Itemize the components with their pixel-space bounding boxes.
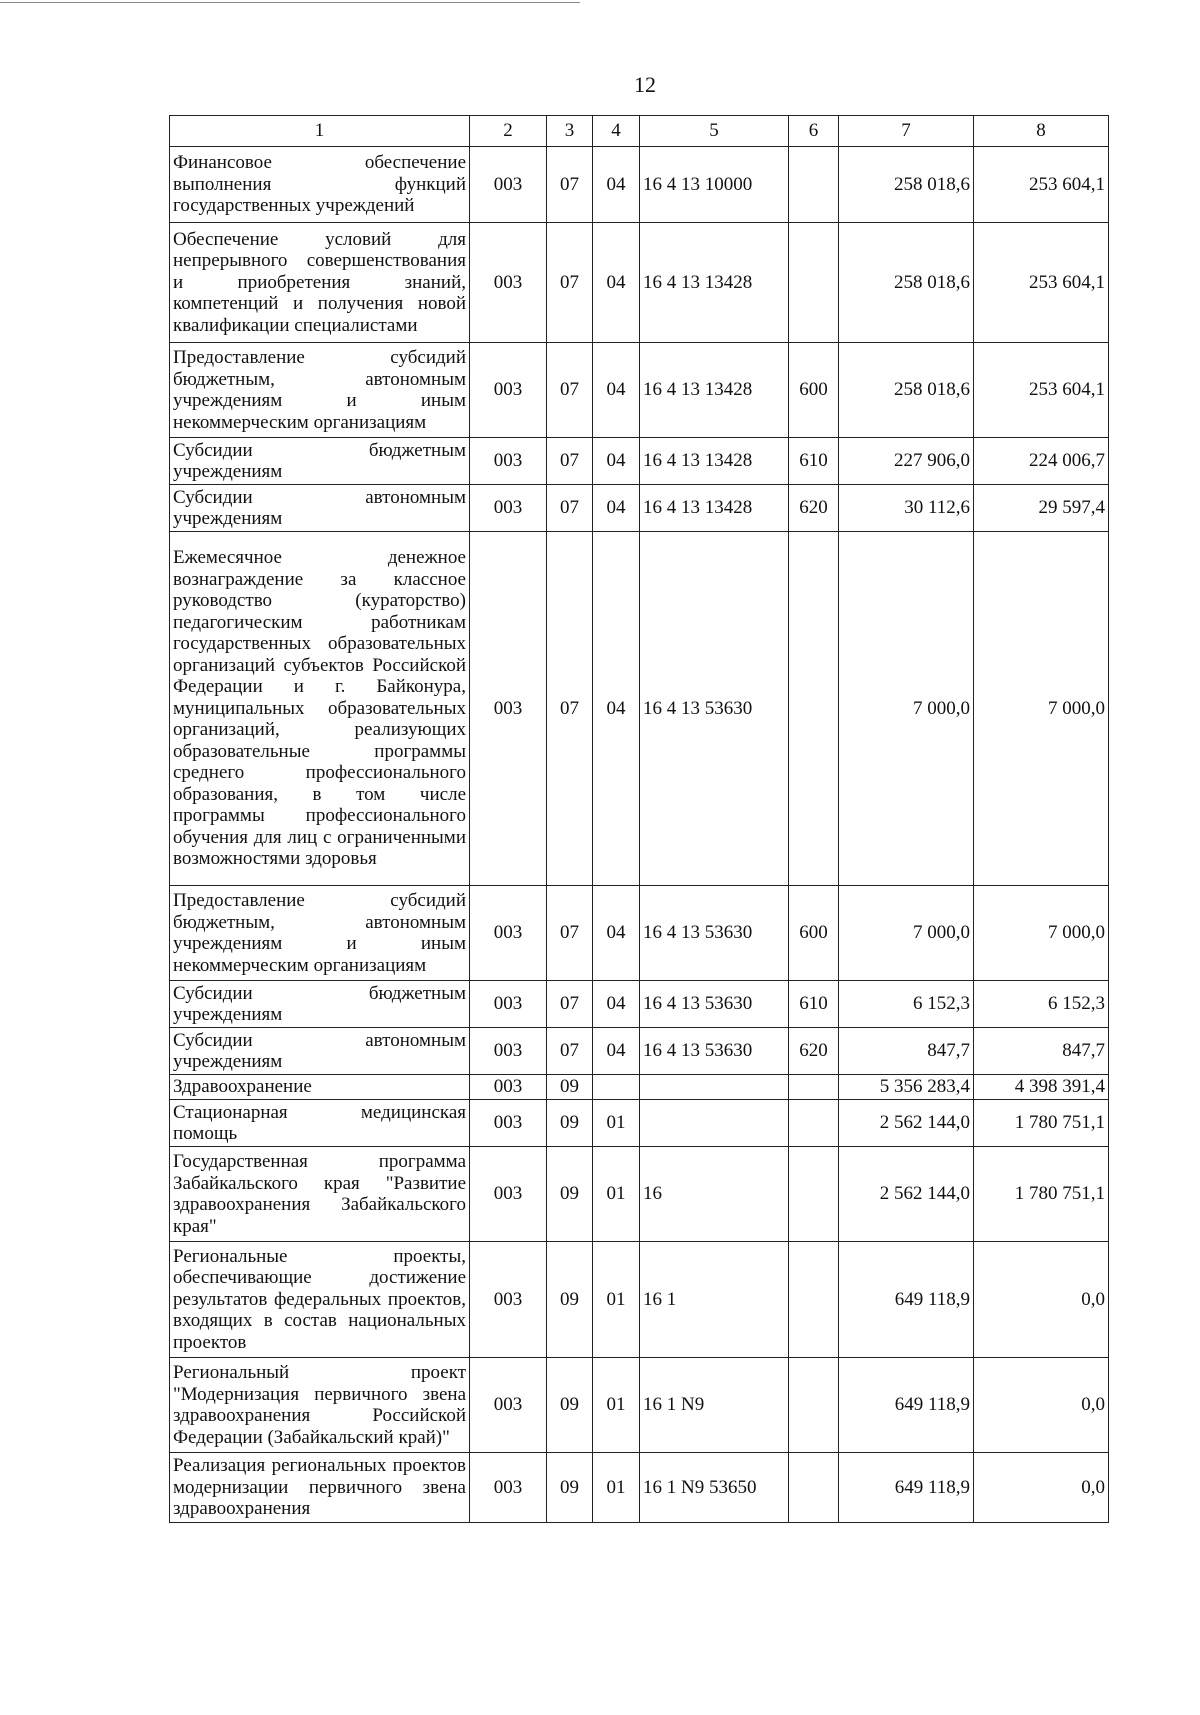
subsection-code-cell: 04 [593, 223, 640, 343]
header-cell-3: 3 [547, 116, 593, 147]
amount-2024-cell: 29 597,4 [974, 485, 1109, 532]
amount-2024-cell: 0,0 [974, 1242, 1109, 1358]
header-cell-7: 7 [839, 116, 974, 147]
admin-code-cell: 003 [470, 1358, 547, 1453]
amount-2024-cell: 6 152,3 [974, 981, 1109, 1028]
admin-code-cell: 003 [470, 1147, 547, 1242]
admin-code-cell: 003 [470, 1075, 547, 1100]
admin-code-cell: 003 [470, 1028, 547, 1075]
section-code-cell: 09 [547, 1147, 593, 1242]
subsection-code-cell: 04 [593, 532, 640, 886]
amount-2024-cell: 7 000,0 [974, 886, 1109, 981]
row-name-cell: Субсидии бюджетным учреждениям [170, 981, 470, 1028]
subsection-code-cell [593, 1075, 640, 1100]
amount-2024-cell: 1 780 751,1 [974, 1100, 1109, 1147]
amount-2024-cell: 224 006,7 [974, 438, 1109, 485]
section-code-cell: 09 [547, 1453, 593, 1523]
admin-code-cell: 003 [470, 532, 547, 886]
subsection-code-cell: 04 [593, 343, 640, 438]
amount-2024-cell: 253 604,1 [974, 343, 1109, 438]
admin-code-cell: 003 [470, 485, 547, 532]
section-code-cell: 07 [547, 981, 593, 1028]
table-row [170, 1075, 1109, 1100]
target-article-cell [640, 1100, 789, 1147]
header-cell-4: 4 [593, 116, 640, 147]
section-code-cell: 07 [547, 438, 593, 485]
target-article-cell [640, 1075, 789, 1100]
table-row [170, 438, 1109, 485]
admin-code-cell: 003 [470, 981, 547, 1028]
expense-type-cell: 600 [789, 886, 839, 981]
subsection-code-cell: 01 [593, 1100, 640, 1147]
amount-2024-cell: 0,0 [974, 1453, 1109, 1523]
table-header-row [170, 116, 1109, 147]
amount-2023-cell: 258 018,6 [839, 147, 974, 223]
section-code-cell: 07 [547, 147, 593, 223]
amount-2024-cell: 1 780 751,1 [974, 1147, 1109, 1242]
amount-2023-cell: 649 118,9 [839, 1453, 974, 1523]
amount-2023-cell: 258 018,6 [839, 223, 974, 343]
row-name-cell: Предоставление субсидий бюджетным, автономным учреждениям и иным некоммерческим организациям [170, 886, 470, 981]
amount-2023-cell: 7 000,0 [839, 886, 974, 981]
subsection-code-cell: 04 [593, 886, 640, 981]
header-cell-5: 5 [640, 116, 789, 147]
amount-2024-cell: 7 000,0 [974, 532, 1109, 886]
table-row [170, 485, 1109, 532]
row-name-cell: Финансовое обеспечение выполнения функций государственных учреждений [170, 147, 470, 223]
admin-code-cell: 003 [470, 1453, 547, 1523]
expense-type-cell [789, 1242, 839, 1358]
table-row [170, 223, 1109, 343]
table-row [170, 532, 1109, 886]
expense-type-cell [789, 147, 839, 223]
expense-type-cell [789, 1075, 839, 1100]
table-row [170, 147, 1109, 223]
row-name-cell: Предоставление субсидий бюджетным, автономным учреждениям и иным некоммерческим организациям [170, 343, 470, 438]
row-name-cell: Здравоохранение [170, 1075, 470, 1100]
target-article-cell: 16 4 13 13428 [640, 438, 789, 485]
section-code-cell: 07 [547, 485, 593, 532]
section-code-cell: 09 [547, 1358, 593, 1453]
row-name-cell: Субсидии автономным учреждениям [170, 1028, 470, 1075]
table-row [170, 1358, 1109, 1453]
target-article-cell: 16 [640, 1147, 789, 1242]
table-row [170, 1028, 1109, 1075]
table-row [170, 981, 1109, 1028]
table-row [170, 343, 1109, 438]
subsection-code-cell: 01 [593, 1358, 640, 1453]
admin-code-cell: 003 [470, 223, 547, 343]
row-name-cell: Обеспечение условий для непрерывного совершенствования и приобретения знаний, компетенций и получения новой квалификации специалистами [170, 223, 470, 343]
amount-2023-cell: 2 562 144,0 [839, 1100, 974, 1147]
amount-2023-cell: 649 118,9 [839, 1358, 974, 1453]
section-code-cell: 09 [547, 1100, 593, 1147]
scan-artifact-top-line [0, 2, 580, 3]
header-cell-1: 1 [170, 116, 470, 147]
amount-2024-cell: 253 604,1 [974, 223, 1109, 343]
expense-type-cell: 620 [789, 485, 839, 532]
amount-2023-cell: 7 000,0 [839, 532, 974, 886]
target-article-cell: 16 1 [640, 1242, 789, 1358]
expense-type-cell [789, 532, 839, 886]
row-name-cell: Региональные проекты, обеспечивающие достижение результатов федеральных проектов, входящих в состав национальных проектов [170, 1242, 470, 1358]
amount-2023-cell: 30 112,6 [839, 485, 974, 532]
subsection-code-cell: 01 [593, 1242, 640, 1358]
amount-2024-cell: 253 604,1 [974, 147, 1109, 223]
subsection-code-cell: 04 [593, 438, 640, 485]
amount-2024-cell: 0,0 [974, 1358, 1109, 1453]
amount-2023-cell: 258 018,6 [839, 343, 974, 438]
target-article-cell: 16 4 13 53630 [640, 886, 789, 981]
expense-type-cell [789, 1453, 839, 1523]
table-row [170, 1100, 1109, 1147]
target-article-cell: 16 4 13 53630 [640, 532, 789, 886]
row-name-cell: Стационарная медицинская помощь [170, 1100, 470, 1147]
amount-2023-cell: 5 356 283,4 [839, 1075, 974, 1100]
row-name-cell: Региональный проект "Модернизация первичного звена здравоохранения Российской Федерации (Забайкальский край)" [170, 1358, 470, 1453]
admin-code-cell: 003 [470, 343, 547, 438]
expense-type-cell [789, 1147, 839, 1242]
header-cell-6: 6 [789, 116, 839, 147]
page-number: 12 [634, 72, 656, 97]
admin-code-cell: 003 [470, 147, 547, 223]
amount-2024-cell: 847,7 [974, 1028, 1109, 1075]
admin-code-cell: 003 [470, 886, 547, 981]
admin-code-cell: 003 [470, 1100, 547, 1147]
expense-type-cell: 610 [789, 438, 839, 485]
amount-2023-cell: 2 562 144,0 [839, 1147, 974, 1242]
target-article-cell: 16 4 13 53630 [640, 981, 789, 1028]
header-cell-8: 8 [974, 116, 1109, 147]
subsection-code-cell: 04 [593, 981, 640, 1028]
target-article-cell: 16 4 13 13428 [640, 223, 789, 343]
row-name-cell: Субсидии бюджетным учреждениям [170, 438, 470, 485]
target-article-cell: 16 4 13 13428 [640, 343, 789, 438]
row-name-cell: Реализация региональных проектов модернизации первичного звена здравоохранения [170, 1453, 470, 1523]
table-row [170, 886, 1109, 981]
target-article-cell: 16 4 13 53630 [640, 1028, 789, 1075]
section-code-cell: 07 [547, 1028, 593, 1075]
row-name-cell: Ежемесячное денежное вознаграждение за классное руководство (кураторство) педагогическим работникам государственных образовательных организаций субъектов Российской Федерации и г. Байконура, муниципальных образовательных организаций, реализующих образовательные программы среднего профессионального образования, в том числе программы профессионального обучения для лиц с ограниченными возможностями здоровья [170, 532, 470, 886]
target-article-cell: 16 1 N9 53650 [640, 1453, 789, 1523]
expense-type-cell [789, 1100, 839, 1147]
amount-2023-cell: 847,7 [839, 1028, 974, 1075]
admin-code-cell: 003 [470, 438, 547, 485]
expense-type-cell [789, 1358, 839, 1453]
section-code-cell: 07 [547, 343, 593, 438]
subsection-code-cell: 04 [593, 485, 640, 532]
section-code-cell: 07 [547, 223, 593, 343]
amount-2024-cell: 4 398 391,4 [974, 1075, 1109, 1100]
admin-code-cell: 003 [470, 1242, 547, 1358]
subsection-code-cell: 01 [593, 1453, 640, 1523]
subsection-code-cell: 04 [593, 1028, 640, 1075]
amount-2023-cell: 649 118,9 [839, 1242, 974, 1358]
row-name-cell: Субсидии автономным учреждениям [170, 485, 470, 532]
subsection-code-cell: 04 [593, 147, 640, 223]
section-code-cell: 09 [547, 1075, 593, 1100]
target-article-cell: 16 1 N9 [640, 1358, 789, 1453]
amount-2023-cell: 6 152,3 [839, 981, 974, 1028]
table-row [170, 1453, 1109, 1523]
table-row [170, 1242, 1109, 1358]
table-row [170, 1147, 1109, 1242]
section-code-cell: 07 [547, 886, 593, 981]
subsection-code-cell: 01 [593, 1147, 640, 1242]
section-code-cell: 07 [547, 532, 593, 886]
row-name-cell: Государственная программа Забайкальского края "Развитие здравоохранения Забайкальского края" [170, 1147, 470, 1242]
target-article-cell: 16 4 13 13428 [640, 485, 789, 532]
budget-table [169, 115, 1109, 1523]
expense-type-cell: 600 [789, 343, 839, 438]
expense-type-cell: 620 [789, 1028, 839, 1075]
expense-type-cell: 610 [789, 981, 839, 1028]
section-code-cell: 09 [547, 1242, 593, 1358]
amount-2023-cell: 227 906,0 [839, 438, 974, 485]
expense-type-cell [789, 223, 839, 343]
header-cell-2: 2 [470, 116, 547, 147]
target-article-cell: 16 4 13 10000 [640, 147, 789, 223]
